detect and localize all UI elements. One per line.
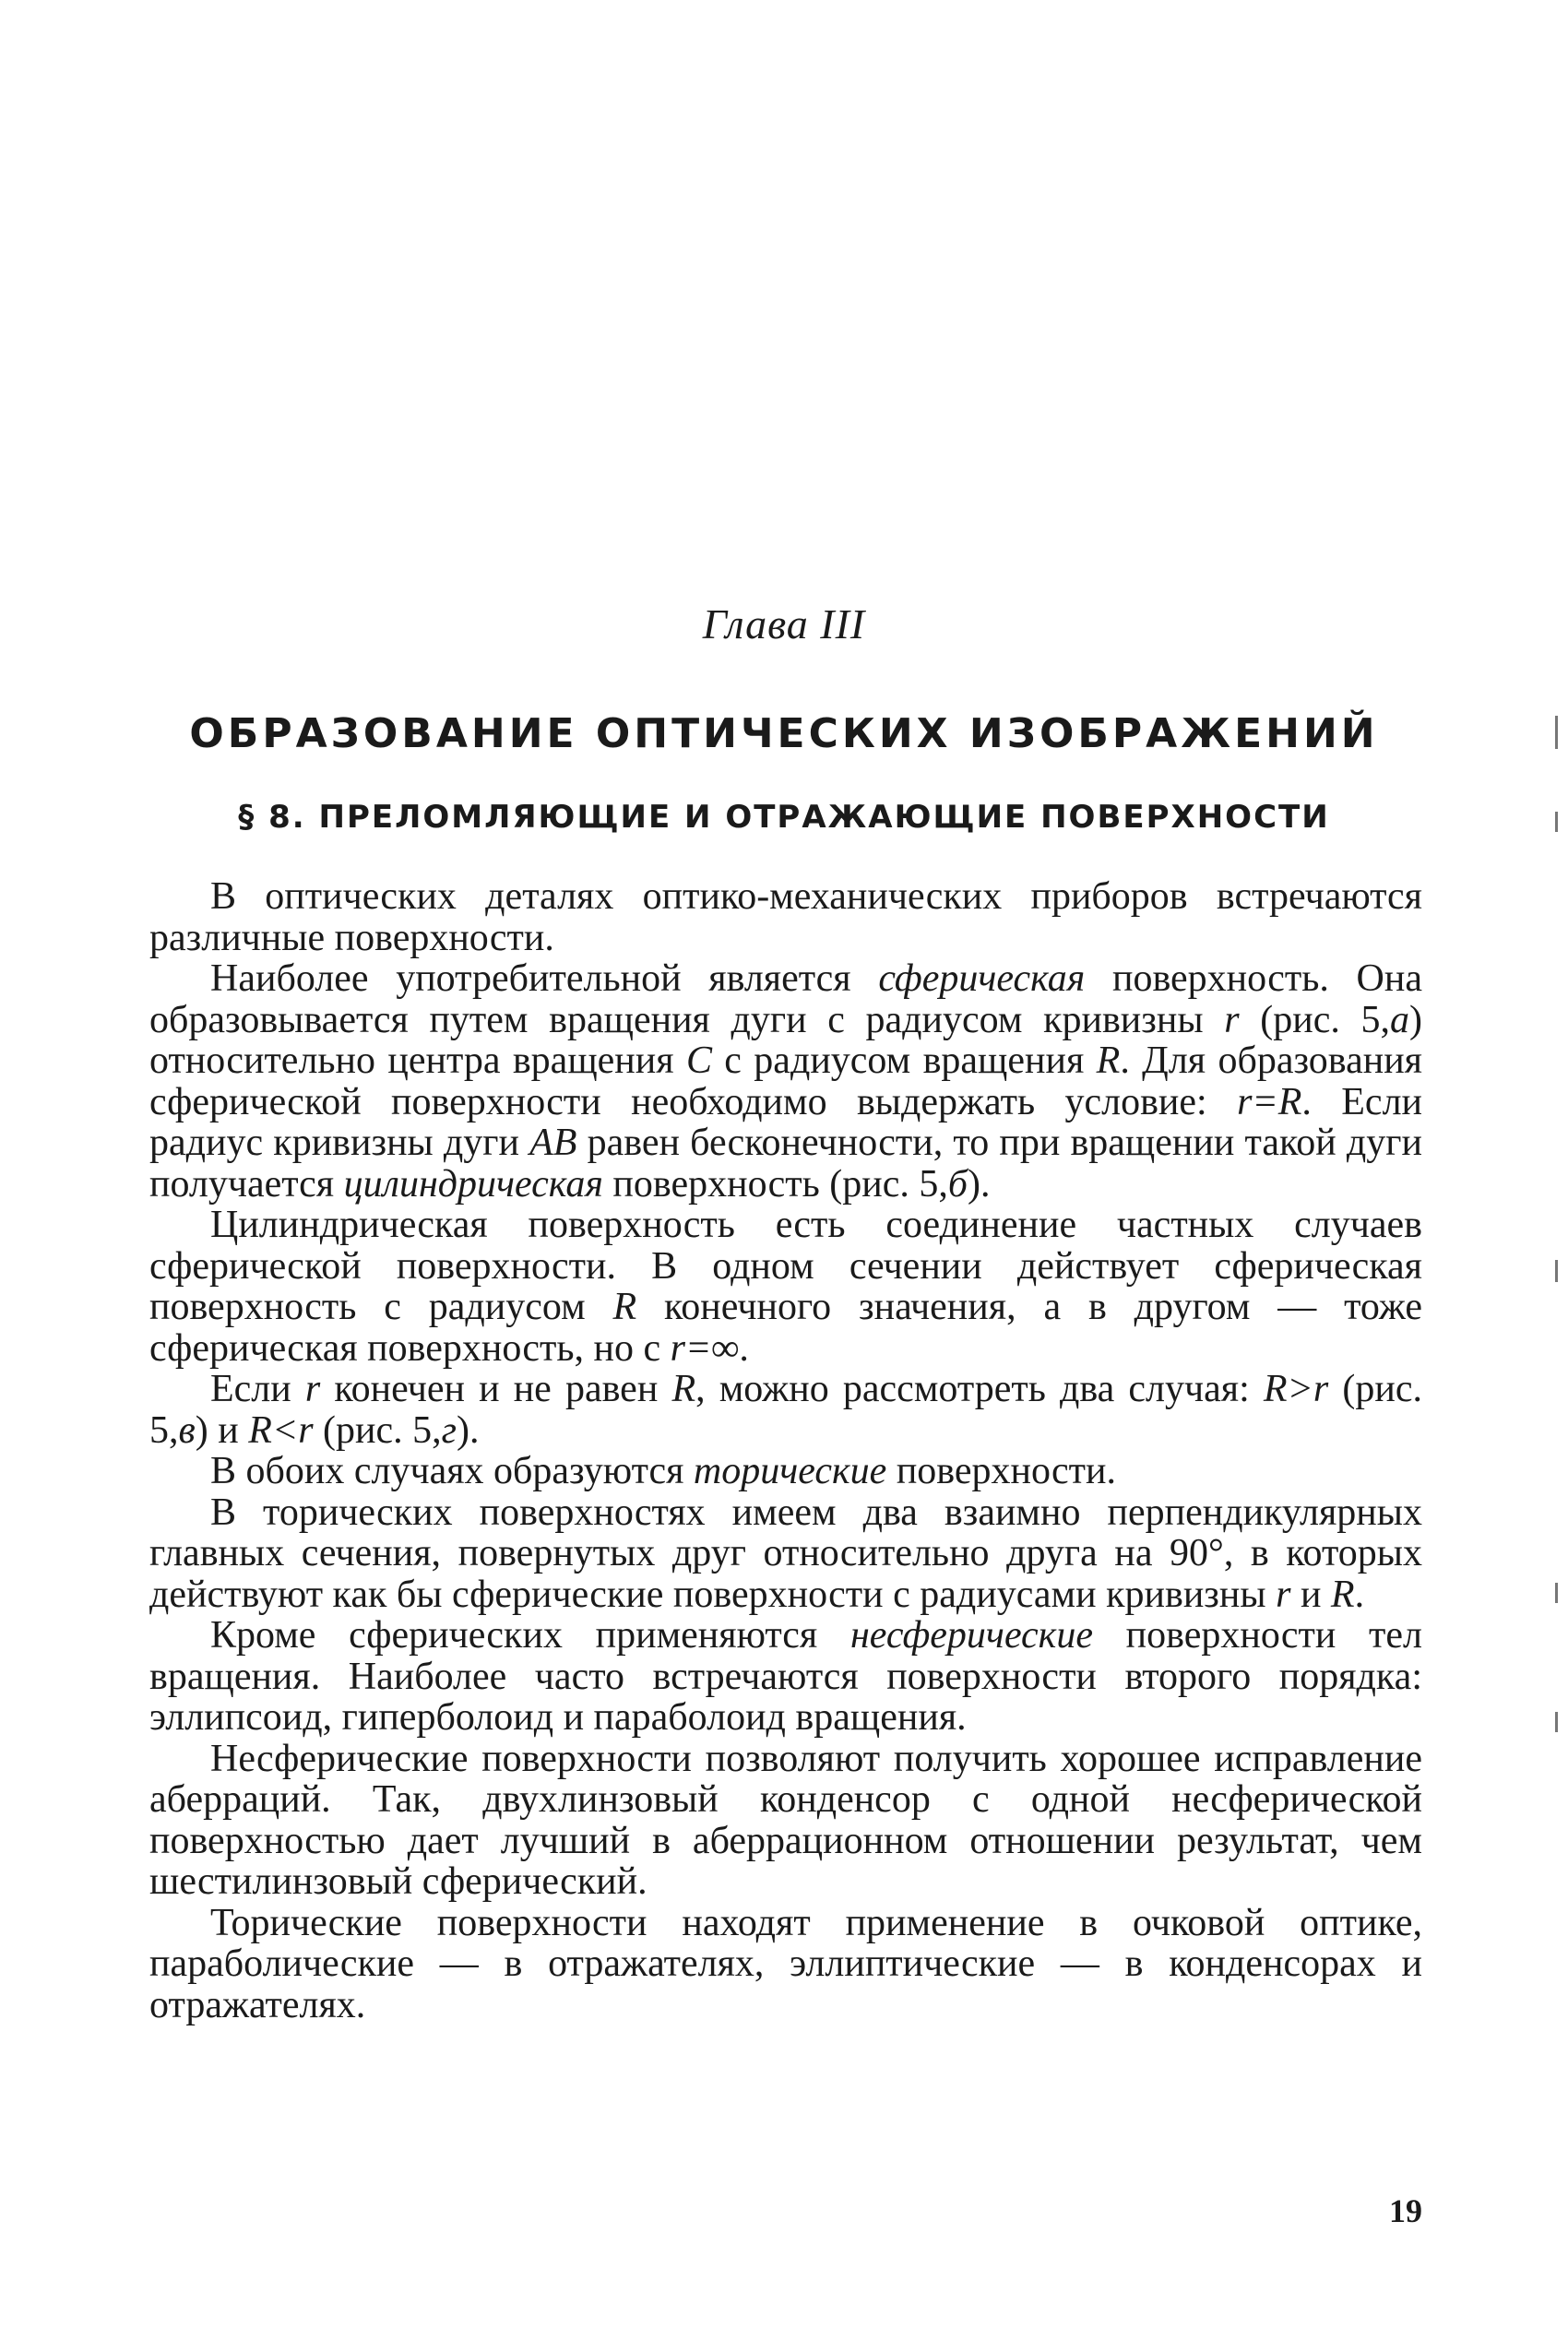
page-number: 19 (1389, 2192, 1422, 2229)
paragraph-6: В торических поверхностях имеем два взаимно перпендикулярных главных сечения, повернутых друг относительно друга на 90°, в которых действуют как бы сферические поверхности с радиусами кривизны r и R. (149, 1491, 1422, 1616)
chapter-title: ОБРАЗОВАНИЕ ОПТИЧЕСКИХ ИЗОБРАЖЕНИЙ (189, 710, 1379, 757)
body-text (149, 876, 1422, 2025)
scan-edge-mark (1555, 716, 1558, 749)
paragraph-2: Наиболее употребительной является сферическая поверхность. Она образовывается путем вращения дуги с радиусом кривизны r (рис. 5,а) относительно центра вращения С с радиусом вращения R. Для образования сферической поверхности необходимо выдержать условие: r=R. Если радиус кривизны дуги AB равен бесконечности, то при вращении такой дуги получается цилиндрическая поверхность (рис. 5,б). (149, 957, 1423, 1206)
chapter-label: Глава III (702, 600, 866, 647)
section-heading: § 8. ПРЕЛОМЛЯЮЩИЕ И ОТРАЖАЮЩИЕ ПОВЕРХНОСТИ (238, 799, 1330, 836)
scan-edge-mark (1555, 1583, 1558, 1603)
scan-edge-mark (1555, 1260, 1558, 1282)
paragraph-1: В оптических деталях оптико-механических приборов встречаются различные поверхности. (149, 875, 1422, 959)
scan-edge-mark (1555, 1712, 1558, 1732)
paragraph-9: Торические поверхности находят применение в очковой оптике, параболические — в отражателях, эллиптические — в конденсорах и отражателях. (149, 1901, 1422, 2026)
paragraph-4: Если r конечен и не равен R, можно рассмотреть два случая: R>r (рис. 5,в) и R<r (рис. 5,г). (149, 1368, 1422, 1452)
scan-edge-mark (1555, 812, 1558, 832)
paragraph-3: Цилиндрическая поверхность есть соединение частных случаев сферической поверхности. В одном сечении действует сферическая поверхность с радиусом R конечного значения, а в другом — тоже сферическая поверхность, но с r=∞. (149, 1204, 1422, 1370)
paragraph-7: Кроме сферических применяются несферические поверхности тел вращения. Наиболее часто встречаются поверхности второго порядка: эллипсоид, гиперболоид и параболоид вращения. (149, 1614, 1423, 1739)
paragraph-8: Несферические поверхности позволяют получить хорошее исправление аберраций. Так, двухлинзовый конденсор с одной несферической поверхностью дает лучший в аберрационном отношении результат, чем шестилинзовый сферический. (149, 1737, 1422, 1903)
paragraph-5: В обоих случаях образуются торические поверхности. (210, 1450, 1117, 1492)
